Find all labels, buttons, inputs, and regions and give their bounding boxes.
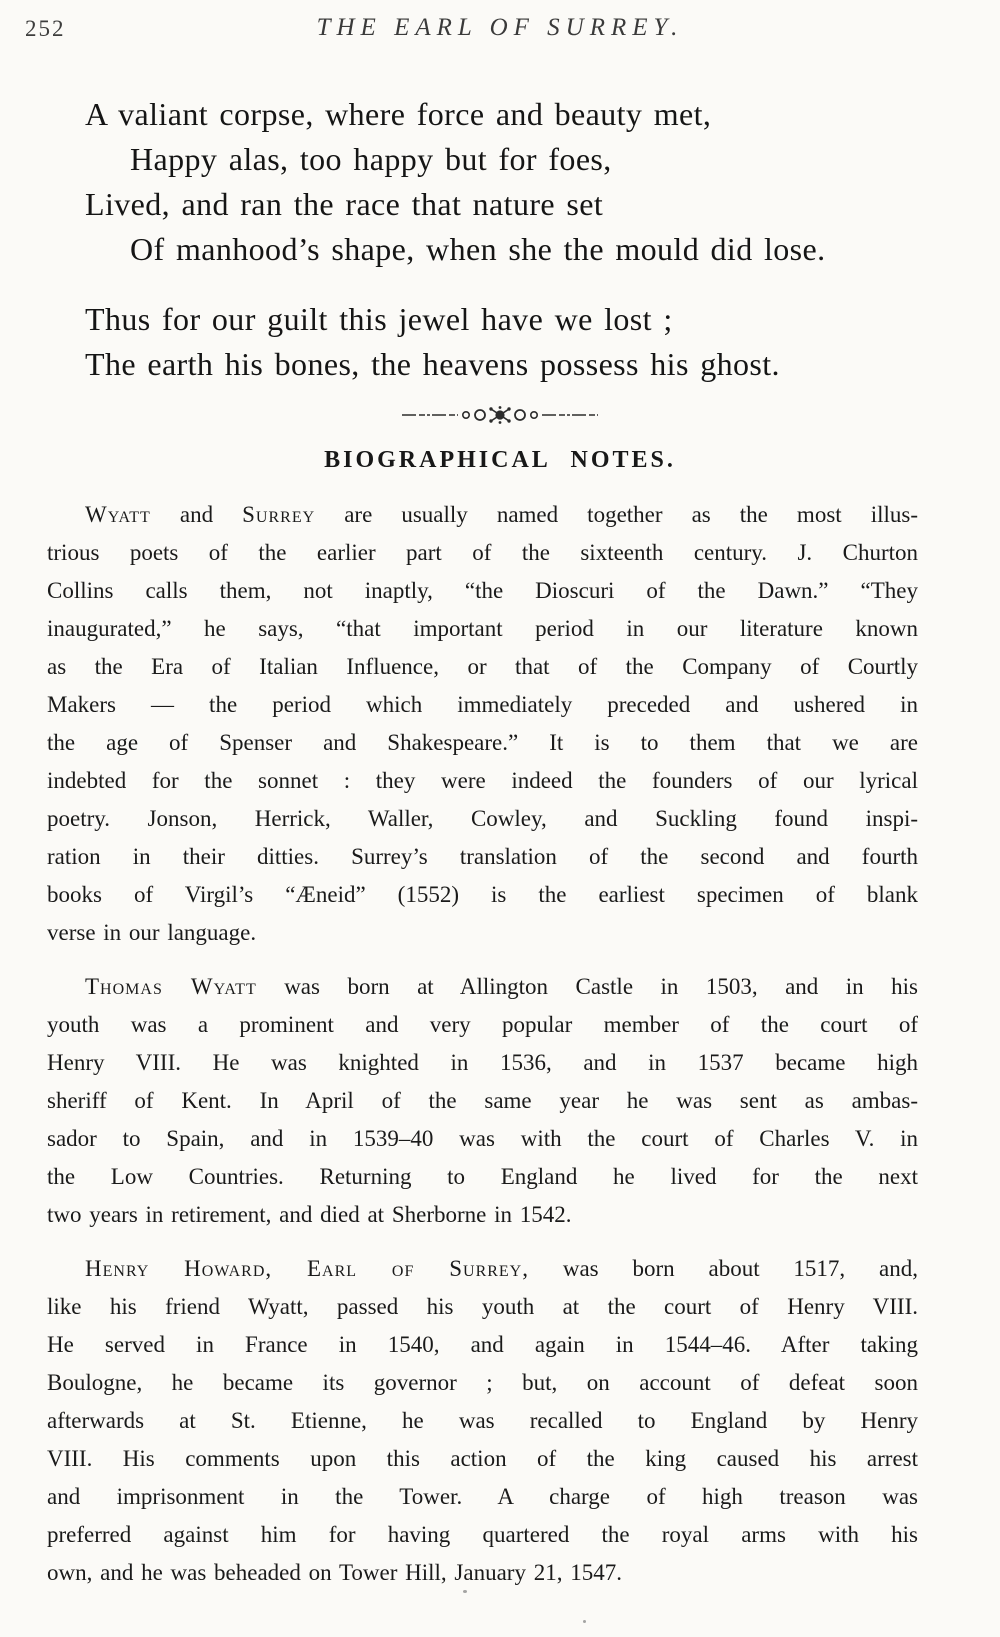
text-line: two years in retirement, and died at Sherborne in 1542.: [47, 1202, 572, 1227]
text-line: youth was a prominent and very popular member of the court of: [47, 1012, 918, 1037]
smallcaps-name: Surrey: [242, 502, 316, 527]
text-line: afterwards at St. Etienne, he was recalled to England by Henry: [47, 1408, 918, 1433]
poem-line: Happy alas, too happy but for foes,: [130, 141, 612, 177]
text-line: [47, 968, 918, 1006]
text-line: as the Era of Italian Influence, or that of the Company of Courtly: [47, 654, 918, 679]
text-line: sheriff of Kent. In April of the same year he was sent as ambas-: [47, 1088, 918, 1113]
text-line: inaugurated,” he says, “that important period in our literature known: [47, 616, 918, 641]
floral-divider-ornament: [0, 403, 1000, 430]
text-line: like his friend Wyatt, passed his youth at the court of Henry VIII.: [47, 1294, 918, 1319]
poem-line: The earth his bones, the heavens possess his ghost.: [85, 346, 780, 382]
text-line: the Low Countries. Returning to England he lived for the next: [47, 1164, 918, 1189]
section-heading: BIOGRAPHICAL NOTES.: [324, 447, 676, 473]
text-line: poetry. Jonson, Herrick, Waller, Cowley, and Suckling found inspi-: [47, 806, 918, 831]
poem-stanza-1: [85, 92, 945, 272]
text-line: own, and he was beheaded on Tower Hill, January 21, 1547.: [47, 1560, 622, 1585]
scan-speck: [583, 1620, 586, 1623]
running-title: THE EARL OF SURREY.: [316, 14, 684, 41]
text-segment: was born at Allington Castle in 1503, and in his: [256, 974, 918, 999]
smallcaps-name: Thomas Wyatt: [85, 974, 257, 999]
text-line: Henry VIII. He was knighted in 1536, and in 1537 became high: [47, 1050, 918, 1075]
text-segment: are usually named together as the most illus-: [315, 502, 918, 527]
page-number: 252: [25, 16, 66, 41]
text-line: the age of Spenser and Shakespeare.” It is to them that we are: [47, 730, 918, 755]
text-segment: was born about 1517, and,: [529, 1256, 918, 1281]
text-line: Collins calls them, not inaptly, “the Dioscuri of the Dawn.” “They: [47, 578, 918, 603]
text-line: trious poets of the earlier part of the sixteenth century. J. Churton: [47, 540, 918, 565]
poem-line: Lived, and ran the race that nature set: [85, 186, 604, 222]
text-line: Boulogne, he became its governor ; but, on account of defeat soon: [47, 1370, 918, 1395]
text-line: verse in our language.: [47, 920, 257, 945]
text-line: [47, 496, 918, 534]
text-line: He served in France in 1540, and again in 1544–46. After taking: [47, 1332, 918, 1357]
smallcaps-name: Henry Howard, Earl of Surrey,: [85, 1256, 529, 1281]
text-line: and imprisonment in the Tower. A charge of high treason was: [47, 1484, 918, 1509]
poem-line: A valiant corpse, where force and beauty met,: [85, 96, 712, 132]
text-line: VIII. His comments upon this action of the king caused his arrest: [47, 1446, 918, 1471]
poem: [85, 92, 945, 387]
scan-speck: [463, 1590, 467, 1593]
text-line: preferred against him for having quartered the royal arms with his: [47, 1522, 918, 1547]
poem-line: Of manhood’s shape, when she the mould did lose.: [130, 231, 826, 267]
smallcaps-name: Wyatt: [85, 502, 151, 527]
text-line: sador to Spain, and in 1539–40 was with the court of Charles V. in: [47, 1126, 918, 1151]
poem-line: Thus for our guilt this jewel have we lost ;: [85, 301, 673, 337]
text-line: ration in their ditties. Surrey’s translation of the second and fourth: [47, 844, 918, 869]
text-segment: and: [150, 502, 243, 527]
text-line: Makers — the period which immediately preceded and ushered in: [47, 692, 918, 717]
text-line: indebted for the sonnet : they were indeed the founders of our lyrical: [47, 768, 918, 793]
paragraph-henry-howard: [47, 1250, 918, 1592]
poem-stanza-2: [85, 297, 945, 387]
text-line: [47, 1250, 918, 1288]
running-head: [0, 12, 1000, 56]
biographical-notes-body: [47, 496, 918, 1608]
paragraph-wyatt-and-surrey: [47, 496, 918, 952]
paragraph-thomas-wyatt: [47, 968, 918, 1234]
text-line: books of Virgil’s “Æneid” (1552) is the earliest specimen of blank: [47, 882, 918, 907]
